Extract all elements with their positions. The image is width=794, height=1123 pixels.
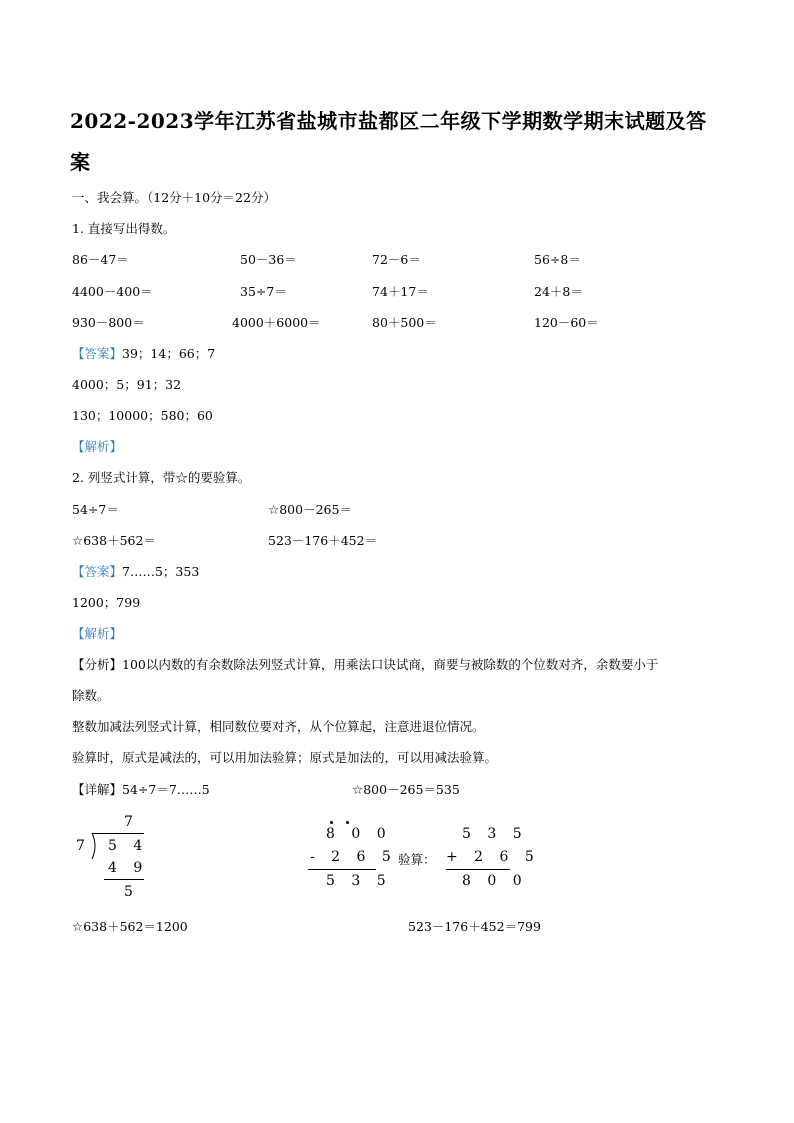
addition-addend: + 2 6 5	[446, 849, 540, 865]
analysis-tag: 【解析】	[72, 439, 123, 454]
answer-line: 4000；5；91；32	[72, 377, 182, 392]
q2-item: ☆800－265＝	[268, 502, 352, 517]
division-rule	[104, 879, 144, 880]
q1-item: 120－60＝	[534, 315, 599, 330]
q1-item: 80＋500＝	[372, 315, 437, 330]
analysis-paragraph-1-cont: 除数。	[72, 688, 110, 703]
answer-tag: 【答案】	[72, 564, 123, 579]
analysis-paragraph-2: 整数加减法列竖式计算，相同数位要对齐，从个位算起，注意进退位情况。	[72, 719, 485, 734]
fenxi-tag: 【分析】	[72, 657, 123, 672]
q1-item: 74＋17＝	[372, 284, 429, 299]
page-title-line1: 2022-2023学年江苏省盐城市盐都区二年级下学期数学期末试题及答	[70, 109, 707, 133]
subtraction-rule	[308, 869, 376, 870]
answer-line: 1200；799	[72, 595, 141, 610]
division-product: 4 9	[108, 860, 149, 876]
answer-line: 39；14；66；7	[122, 346, 216, 361]
division-bracket	[89, 833, 99, 859]
division-quotient: 7	[124, 814, 139, 830]
division-dividend: 5 4	[108, 838, 149, 854]
detail-tag: 【详解】	[72, 782, 123, 797]
division-remainder: 5	[124, 884, 139, 900]
section-heading: 一、我会算。（12分＋10分＝22分）	[72, 190, 276, 205]
q1-answer	[72, 344, 215, 362]
q1-item: 35÷7＝	[240, 284, 287, 299]
check-label: 验算：	[398, 852, 436, 867]
q1-item: 930－800＝	[72, 315, 145, 330]
fenxi-text: 100以内数的有余数除法列竖式计算，用乘法口诀试商，商要与被除数的个位数对齐，余数要小于	[122, 657, 659, 672]
bottom-left-result: ☆638＋562＝1200	[72, 919, 188, 934]
question-2-prompt: 2. 列竖式计算，带☆的要验算。	[72, 470, 251, 485]
detail-left: 54÷7＝7……5	[122, 782, 210, 797]
borrow-dot	[330, 821, 333, 824]
subtraction-subtrahend: - 2 6 5	[310, 849, 397, 865]
q1-item: 86－47＝	[72, 252, 129, 267]
page-title-line2: 案	[70, 150, 91, 174]
analysis-paragraph-3: 验算时，原式是减法的，可以用加法验算；原式是加法的，可以用减法验算。	[72, 750, 498, 765]
analysis-tag: 【解析】	[72, 626, 123, 641]
bottom-right-result: 523－176＋452＝799	[408, 919, 541, 934]
detail-right: ☆800－265＝535	[352, 782, 460, 797]
division-divisor: 7	[76, 838, 91, 854]
q1-item: 4000＋6000＝	[232, 315, 321, 330]
answer-line: 130；10000；580；60	[72, 408, 213, 423]
addition-top: 5 3 5	[462, 826, 528, 842]
analysis-paragraph-1	[72, 655, 658, 673]
subtraction-result: 5 3 5	[326, 873, 392, 889]
addition-rule	[446, 869, 510, 870]
detail-line	[72, 780, 210, 798]
question-1-prompt: 1. 直接写出得数。	[72, 221, 176, 236]
division-bar	[92, 833, 144, 834]
q2-item: 523－176＋452＝	[268, 533, 378, 548]
q2-item: 54÷7＝	[72, 502, 119, 517]
q1-item: 24＋8＝	[534, 284, 583, 299]
q2-item: ☆638＋562＝	[72, 533, 156, 548]
q2-answer	[72, 562, 199, 580]
q1-item: 72－6＝	[372, 252, 421, 267]
addition-result: 8 0 0	[462, 873, 528, 889]
q1-item: 56÷8＝	[534, 252, 581, 267]
subtraction-top: 8 0 0	[326, 826, 392, 842]
borrow-dot	[346, 821, 349, 824]
q1-item: 50－36＝	[240, 252, 297, 267]
q1-item: 4400－400＝	[72, 284, 153, 299]
answer-line: 7……5；353	[122, 564, 200, 579]
answer-tag: 【答案】	[72, 346, 123, 361]
